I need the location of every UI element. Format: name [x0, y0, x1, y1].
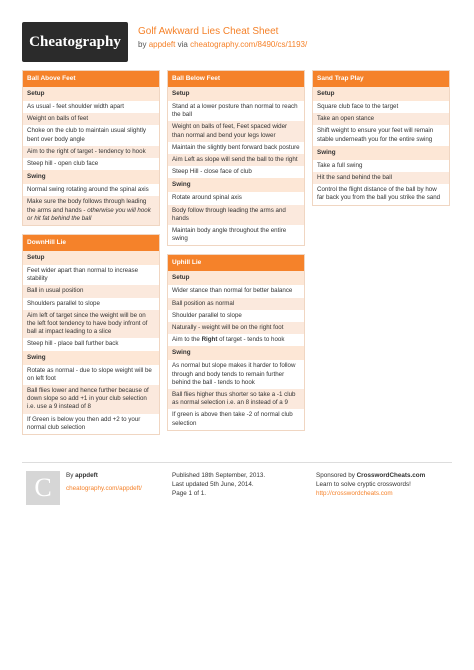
author-avatar: C [26, 471, 60, 505]
footer-dates [172, 471, 312, 498]
list-item: Rotate as normal - due to slope weight will be on left foot [27, 366, 152, 382]
section-swing: Swing [23, 351, 159, 365]
list-item-text: Aim to the [172, 336, 202, 344]
sponsored-label: Sponsored by [316, 472, 355, 479]
author-link[interactable]: appdeft [148, 40, 176, 49]
list-item: Normal swing rotating around the spinal axis [27, 186, 149, 194]
footer-author-line [66, 471, 166, 480]
list-item: Maintain body angle throughout the entire swing [172, 227, 287, 243]
section-setup: Setup [23, 251, 159, 265]
list-item: Wider stance than normal for better balance [172, 287, 293, 295]
list-item: Feet wider apart than normal to increase stability [27, 267, 139, 283]
section-setup: Setup [168, 271, 304, 285]
list-item: Control the flight distance of the ball by how far back you from the ball you strike the sand [317, 186, 441, 202]
card-uphill-lie [167, 254, 305, 430]
list-item: Ball position as normal [168, 298, 304, 310]
card-title: Uphill Lie [168, 255, 304, 271]
list-item: Square club face to the target [317, 103, 399, 110]
list-item: Take a full swing [317, 161, 363, 169]
list-item: Naturally - weight will be on the right foot [168, 322, 304, 334]
page-number: Page 1 of 1. [172, 490, 206, 497]
updated-date: Last updated 5th June, 2014. [172, 481, 254, 488]
list-item: Aim Left as slope will send the ball to the right [168, 154, 304, 166]
list-item: Steep hill - place ball further back [27, 340, 119, 348]
list-item: If green is above then take -2 of normal club selection [172, 411, 293, 427]
list-item: Maintain the slightly bent forward back posture [172, 143, 300, 151]
card-title: Sand Trap Play [313, 71, 449, 87]
list-item: If Green is below you then add +2 to your normal club selection [27, 415, 141, 431]
cheatography-logo[interactable]: Cheatography [22, 22, 128, 62]
section-swing: Swing [23, 170, 159, 184]
footer-sponsor [316, 471, 456, 498]
published-date: Published 18th September, 2013. [172, 472, 266, 479]
column-1 [22, 70, 160, 443]
card-title: Ball Above Feet [23, 71, 159, 87]
column-2 [167, 70, 305, 439]
footer-author-name[interactable]: appdeft [75, 472, 98, 479]
section-setup: Setup [168, 87, 304, 101]
sponsor-line [316, 471, 456, 480]
card-ball-above-feet [22, 70, 160, 226]
column-3 [312, 70, 450, 214]
list-item-text: Make sure the body follows through leading the arms and hands - [27, 198, 147, 214]
list-item-emphasis: otherwise you will hook or hit fat behind the ball [27, 206, 151, 222]
list-item: Ball flies higher thus shorter so take a -1 club as normal selection i.e. an 8 instead of a 9 [168, 389, 304, 409]
list-item: Aim to the right of target - tendency to hook [23, 146, 159, 158]
footer-author [66, 471, 166, 493]
sponsor-link[interactable]: http://crosswordcheats.com [316, 490, 393, 497]
header [22, 22, 452, 66]
list-item: Body follow through leading the arms and hands [168, 205, 304, 225]
section-swing: Swing [168, 178, 304, 192]
list-item: Ball in usual position [23, 285, 159, 297]
card-ball-below-feet [167, 70, 305, 246]
list-item: Weight on balls of feet [23, 113, 159, 125]
section-swing: Swing [313, 146, 449, 160]
list-item: Aim left of target since the weight will be on the left foot tendency to have body infront of ball at impact leading to a slice [23, 310, 159, 339]
sponsor-name[interactable]: CrosswordCheats.com [356, 472, 426, 479]
list-item: Shift weight to ensure your feet will remain stable underneath you for the entire swing [317, 127, 434, 143]
list-item: Stand at a lower posture than normal to reach the ball [172, 103, 298, 119]
card-title: Ball Below Feet [168, 71, 304, 87]
list-item: As usual - feet shoulder width apart [27, 103, 124, 110]
list-item: Steep Hill - close face of club [172, 168, 252, 176]
list-item: Shoulder parallel to slope [172, 311, 242, 319]
list-item: Shoulders parallel to slope [27, 299, 100, 307]
card-sand-trap-play [312, 70, 450, 206]
list-item: Hit the sand behind the ball [313, 172, 449, 184]
sheet-url-link[interactable]: cheatography.com/8490/cs/1193/ [190, 40, 308, 49]
section-swing: Swing [168, 346, 304, 360]
by-label: by [138, 40, 147, 49]
list-item [168, 334, 304, 346]
list-item: Rotate around spinal axis [172, 194, 242, 202]
byline [138, 40, 307, 49]
list-item: Take an open stance [313, 113, 449, 125]
list-item: Weight on balls of feet, Feet spaced wider than normal and bend your legs lower [168, 121, 304, 141]
page-title: Golf Awkward Lies Cheat Sheet [138, 26, 279, 37]
footer-author-link[interactable]: cheatography.com/appdeft/ [66, 485, 142, 492]
list-item-text: of target - tends to hook [217, 336, 285, 344]
list-item [23, 196, 159, 225]
list-item-emphasis: Right [201, 336, 218, 344]
section-setup: Setup [23, 87, 159, 101]
card-title: DownHill Lie [23, 235, 159, 251]
section-setup: Setup [313, 87, 449, 101]
list-item: Ball flies lower and hence further because of down slope so add +1 in your club selection i.e. use a 9 instead of 8 [23, 385, 159, 414]
list-item: As normal but slope makes it harder to follow through and body tends to remain further behind the ball - tends to hook [172, 362, 296, 386]
footer-by-label: By [66, 472, 74, 479]
sponsor-tagline: Learn to solve cryptic crosswords! [316, 481, 411, 488]
via-label: via [177, 40, 188, 49]
list-item: Choke on the club to maintain usual slightly bent over body angle [27, 127, 147, 143]
footer [22, 462, 452, 502]
card-downhill-lie [22, 234, 160, 435]
list-item: Steep hill - open club face [27, 160, 99, 168]
